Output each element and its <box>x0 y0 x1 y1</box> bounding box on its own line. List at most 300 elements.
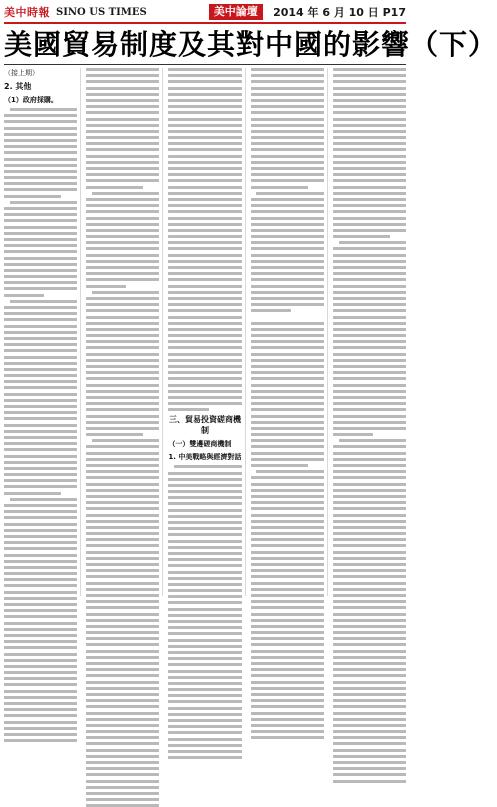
text-line <box>251 674 324 677</box>
text-line <box>4 659 77 662</box>
text-line <box>4 374 77 377</box>
text-line <box>4 634 77 637</box>
text-line <box>86 631 159 634</box>
text-line <box>333 705 406 708</box>
text-line <box>4 275 77 278</box>
text-line <box>251 186 308 189</box>
text-line <box>333 235 390 238</box>
text-line <box>86 111 159 114</box>
article-column-3 <box>168 68 245 596</box>
text-line <box>251 173 324 176</box>
text-line <box>251 594 324 597</box>
text-line <box>86 353 159 356</box>
text-line <box>168 365 241 368</box>
text-line <box>251 105 324 108</box>
text-line <box>168 254 241 257</box>
text-line <box>251 730 324 733</box>
text-line <box>251 322 324 325</box>
text-line <box>86 712 159 715</box>
text-line <box>333 501 406 504</box>
text-line <box>333 371 406 374</box>
text-line <box>86 167 159 170</box>
text-line <box>256 192 323 195</box>
text-line <box>168 750 241 753</box>
text-line <box>86 303 159 306</box>
text-line <box>4 250 77 253</box>
text-line <box>251 575 324 578</box>
text-line <box>168 74 241 77</box>
text-line <box>4 721 77 724</box>
text-line <box>333 483 406 486</box>
text-line <box>251 705 324 708</box>
text-line <box>4 325 77 328</box>
text-line <box>86 606 159 609</box>
text-line <box>168 247 241 250</box>
text-line <box>86 613 159 616</box>
text-line <box>86 74 159 77</box>
text-line <box>251 643 324 646</box>
text-line <box>168 670 241 673</box>
text-line <box>10 201 77 204</box>
text-line <box>333 402 406 405</box>
text-block <box>168 68 241 411</box>
text-line <box>333 526 406 529</box>
text-line <box>86 674 159 677</box>
text-line <box>4 188 77 191</box>
text-line <box>86 204 159 207</box>
text-line <box>333 186 406 189</box>
text-line <box>4 337 77 340</box>
text-line <box>4 145 77 148</box>
text-line <box>4 213 77 216</box>
subsection-heading: （一）雙邊磋商機制 <box>168 440 232 449</box>
text-line <box>333 285 406 288</box>
text-line <box>86 377 159 380</box>
text-line <box>4 219 77 222</box>
text-line <box>86 340 159 343</box>
text-line <box>4 584 77 587</box>
text-line <box>86 402 159 405</box>
text-line <box>86 278 159 281</box>
text-line <box>333 625 406 628</box>
text-line <box>86 334 159 337</box>
text-line <box>168 130 241 133</box>
text-line <box>333 291 406 294</box>
text-line <box>4 609 77 612</box>
text-line <box>86 322 159 325</box>
text-line <box>86 514 159 517</box>
text-line <box>168 297 241 300</box>
text-line <box>86 520 159 523</box>
text-line <box>4 566 77 569</box>
text-line <box>251 427 324 430</box>
text-line <box>92 291 159 294</box>
text-line <box>168 192 241 195</box>
text-line <box>4 572 77 575</box>
text-line <box>333 458 406 461</box>
text-line <box>251 229 324 232</box>
text-line <box>4 683 77 686</box>
text-line <box>333 173 406 176</box>
text-line <box>333 124 406 127</box>
text-line <box>168 744 241 747</box>
text-line <box>251 712 324 715</box>
text-line <box>168 756 241 759</box>
text-line <box>333 365 406 368</box>
text-line <box>86 68 159 71</box>
text-line <box>86 142 159 145</box>
text-line <box>333 247 406 250</box>
text-line <box>333 217 406 220</box>
text-line <box>168 478 241 481</box>
text-line <box>333 780 406 783</box>
text-line <box>86 718 159 721</box>
text-line <box>251 588 324 591</box>
text-line <box>168 577 241 580</box>
text-line <box>333 631 406 634</box>
text-line <box>86 99 159 102</box>
text-line <box>86 588 159 591</box>
text-line <box>168 657 241 660</box>
text-line <box>86 272 159 275</box>
text-line <box>86 798 159 801</box>
text-line <box>168 509 241 512</box>
text-line <box>333 359 406 362</box>
text-line <box>86 408 159 411</box>
text-line <box>333 87 406 90</box>
text-line <box>333 724 406 727</box>
text-line <box>168 278 241 281</box>
text-line <box>333 637 406 640</box>
text-line <box>333 204 406 207</box>
text-line <box>251 538 324 541</box>
text-line <box>86 396 159 399</box>
text-line <box>251 384 324 387</box>
text-line <box>4 399 77 402</box>
text-line <box>251 334 324 337</box>
text-line <box>86 346 159 349</box>
text-line <box>251 198 324 201</box>
text-line <box>86 742 159 745</box>
text-line <box>251 87 324 90</box>
text-line <box>251 464 308 467</box>
text-line <box>168 472 241 475</box>
text-line <box>251 476 324 479</box>
text-line <box>92 439 159 442</box>
text-line <box>333 693 406 696</box>
text-line <box>4 424 77 427</box>
text-line <box>86 210 159 213</box>
text-line <box>86 452 159 455</box>
text-line <box>251 408 324 411</box>
article-column-2 <box>86 68 163 596</box>
text-line <box>251 161 324 164</box>
text-line <box>251 520 324 523</box>
text-line <box>86 198 159 201</box>
text-line <box>333 130 406 133</box>
text-line <box>168 377 241 380</box>
text-line <box>4 436 77 439</box>
text-line <box>168 595 241 598</box>
text-line <box>4 473 77 476</box>
text-line <box>168 285 241 288</box>
text-line <box>4 349 77 352</box>
text-line <box>86 656 159 659</box>
subsection-heading: （1）政府採購。 <box>4 96 58 104</box>
text-line <box>4 485 77 488</box>
text-line <box>251 563 324 566</box>
text-line <box>86 247 159 250</box>
text-line <box>168 620 241 623</box>
text-line <box>333 588 406 591</box>
text-line <box>333 322 406 325</box>
text-line <box>86 464 159 467</box>
text-line <box>86 359 159 362</box>
text-line <box>4 318 77 321</box>
text-line <box>333 167 406 170</box>
text-line <box>168 546 241 549</box>
text-line <box>168 700 241 703</box>
text-line <box>168 583 241 586</box>
text-line <box>168 167 241 170</box>
text-line <box>168 272 241 275</box>
text-line <box>86 693 159 696</box>
section-tag: 美中論壇 <box>209 4 263 20</box>
text-line <box>251 532 324 535</box>
text-line <box>168 515 241 518</box>
text-line <box>251 668 324 671</box>
text-line <box>333 260 406 263</box>
text-line <box>4 343 77 346</box>
text-line <box>251 136 324 139</box>
text-line <box>251 254 324 257</box>
text-line <box>168 713 241 716</box>
text-line <box>168 502 241 505</box>
text-line <box>168 608 241 611</box>
text-line <box>168 198 241 201</box>
text-line <box>168 571 241 574</box>
text-line <box>168 68 241 71</box>
text-line <box>251 365 324 368</box>
text-line <box>251 421 324 424</box>
text-line <box>86 476 159 479</box>
text-line <box>168 589 241 592</box>
text-line <box>4 176 77 179</box>
text-block <box>333 68 406 783</box>
text-line <box>251 724 324 727</box>
text-line <box>251 353 324 356</box>
text-line <box>333 396 406 399</box>
text-line <box>86 699 159 702</box>
text-line <box>86 130 159 133</box>
text-line <box>4 739 77 742</box>
text-line <box>86 792 159 795</box>
text-line <box>251 291 324 294</box>
text-line <box>4 114 77 117</box>
text-line <box>86 786 159 789</box>
text-line <box>86 575 159 578</box>
text-line <box>333 390 406 393</box>
masthead <box>4 3 406 21</box>
text-line <box>168 496 241 499</box>
text-line <box>333 582 406 585</box>
text-line <box>10 498 77 501</box>
text-line <box>168 204 241 207</box>
text-line <box>4 671 77 674</box>
subsection-heading: 2. 其他 <box>4 82 32 91</box>
text-line <box>251 650 324 653</box>
text-line <box>333 340 406 343</box>
text-line <box>251 433 324 436</box>
text-line <box>333 718 406 721</box>
text-line <box>86 767 159 770</box>
text-line <box>168 402 241 405</box>
text-line <box>333 223 406 226</box>
text-line <box>86 124 159 127</box>
text-line <box>86 415 159 418</box>
text-line <box>251 99 324 102</box>
text-line <box>333 613 406 616</box>
text-line <box>333 433 373 436</box>
text-line <box>333 606 406 609</box>
text-line <box>168 651 241 654</box>
text-line <box>333 495 406 498</box>
text-line <box>168 725 241 728</box>
text-line <box>333 662 406 665</box>
text-line <box>4 158 77 161</box>
text-line <box>86 594 159 597</box>
text-line <box>86 749 159 752</box>
text-line <box>4 516 77 519</box>
text-line <box>333 303 406 306</box>
text-line <box>86 390 159 393</box>
text-line <box>168 217 241 220</box>
text-line <box>174 465 241 468</box>
text-line <box>251 204 324 207</box>
text-line <box>4 133 77 136</box>
text-line <box>86 619 159 622</box>
text-line <box>4 312 77 315</box>
text-line <box>86 161 159 164</box>
text-line <box>168 527 241 530</box>
text-line <box>4 380 77 383</box>
text-line <box>86 687 159 690</box>
text-line <box>251 526 324 529</box>
text-line <box>4 120 77 123</box>
text-line <box>168 353 241 356</box>
text-line <box>251 557 324 560</box>
text-line <box>333 105 406 108</box>
text-line <box>251 507 324 510</box>
text-line <box>333 594 406 597</box>
text-line <box>251 483 324 486</box>
text-line <box>251 241 324 244</box>
text-line <box>86 148 159 151</box>
text-line <box>333 80 406 83</box>
text-block <box>86 68 159 807</box>
text-line <box>86 544 159 547</box>
text-line <box>4 139 77 142</box>
text-line <box>86 563 159 566</box>
text-line <box>168 738 241 741</box>
text-line <box>4 714 77 717</box>
text-line <box>86 637 159 640</box>
text-line <box>86 118 159 121</box>
text-line <box>168 396 241 399</box>
text-line <box>4 560 77 563</box>
text-line <box>86 445 159 448</box>
text-line <box>251 285 324 288</box>
text-line <box>333 650 406 653</box>
text-line <box>251 68 324 71</box>
text-line <box>4 417 77 420</box>
text-line <box>251 662 324 665</box>
text-line <box>251 445 324 448</box>
text-line <box>333 198 406 201</box>
text-line <box>168 552 241 555</box>
text-line <box>251 687 324 690</box>
text-line <box>251 637 324 640</box>
text-line <box>168 124 241 127</box>
text-line <box>333 316 406 319</box>
text-line <box>251 80 324 83</box>
text-line <box>4 646 77 649</box>
text-line <box>168 390 241 393</box>
text-line <box>333 470 406 473</box>
text-line <box>168 408 208 411</box>
text-line <box>251 148 324 151</box>
text-line <box>333 118 406 121</box>
brand-name: 美中時報 <box>4 6 50 19</box>
text-line <box>333 427 406 430</box>
text-line <box>4 263 77 266</box>
text-block <box>4 108 77 742</box>
text-line <box>168 340 241 343</box>
text-line <box>168 688 241 691</box>
text-line <box>251 495 324 498</box>
text-line <box>168 614 241 617</box>
text-line <box>168 645 241 648</box>
text-line <box>86 681 159 684</box>
text-line <box>4 541 77 544</box>
text-line <box>333 142 406 145</box>
text-line <box>86 724 159 727</box>
article-byline: （接上期） <box>4 69 39 77</box>
text-line <box>333 712 406 715</box>
text-line <box>86 730 159 733</box>
text-line <box>333 297 406 300</box>
text-line <box>86 582 159 585</box>
text-line <box>333 328 406 331</box>
text-line <box>168 303 241 306</box>
text-line <box>251 272 324 275</box>
text-line <box>251 377 324 380</box>
text-line <box>333 730 406 733</box>
text-line <box>4 257 77 260</box>
text-line <box>86 643 159 646</box>
text-line <box>4 653 77 656</box>
article-body <box>4 68 406 596</box>
text-line <box>86 186 143 189</box>
text-line <box>168 136 241 139</box>
text-line <box>168 533 241 536</box>
text-line <box>333 736 406 739</box>
text-line <box>86 569 159 572</box>
text-line <box>86 538 159 541</box>
text-line <box>168 334 241 337</box>
text-line <box>4 603 77 606</box>
text-line <box>86 650 159 653</box>
